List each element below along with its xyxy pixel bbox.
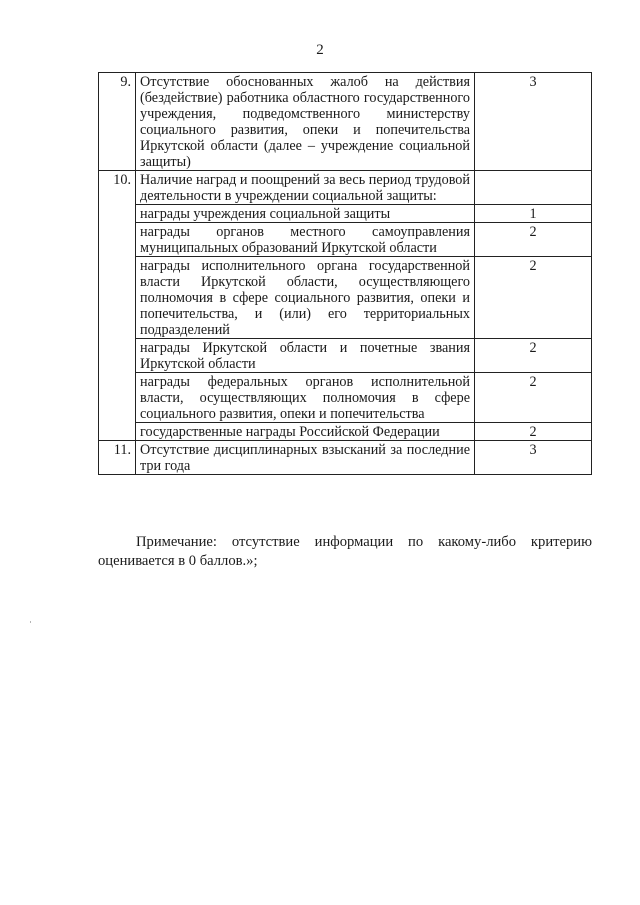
- note-line: оценивается в 0 баллов.»;: [98, 553, 258, 569]
- table-row: [99, 373, 592, 423]
- criterion-score: 3: [475, 73, 592, 171]
- criteria-table: [98, 72, 592, 475]
- table-row: [99, 257, 592, 339]
- criterion-description: награды органов местного самоуправления муниципальных образований Иркутской области: [136, 223, 475, 257]
- criterion-score: 1: [475, 205, 592, 223]
- criterion-description: награды исполнительного органа государственной власти Иркутской области, осуществляющего полномочия в сфере социального развития, опеки и попечительства, и (или) его территориальных подразделений: [136, 257, 475, 339]
- note-line: Примечание: отсутствие информации по какому-либо критерию: [136, 534, 592, 550]
- criterion-description: награды учреждения социальной защиты: [136, 205, 475, 223]
- row-number: [99, 373, 136, 423]
- table-row: [99, 73, 592, 171]
- criterion-description: Отсутствие обоснованных жалоб на действия (бездействие) работника областного государственного учреждения, подведомственного министерству социального развития, опеки и попечительства Иркутской области (далее – учреждение социальной защиты): [136, 73, 475, 171]
- table-row: [99, 339, 592, 373]
- criterion-score: 2: [475, 223, 592, 257]
- table-row: [99, 205, 592, 223]
- note-paragraph: [98, 533, 592, 571]
- criterion-description: государственные награды Российской Федерации: [136, 423, 475, 441]
- table-row: [99, 441, 592, 475]
- table-row: [99, 223, 592, 257]
- criterion-description: награды Иркутской области и почетные звания Иркутской области: [136, 339, 475, 373]
- row-number: [99, 205, 136, 223]
- row-number: [99, 257, 136, 339]
- margin-mark: [30, 621, 31, 623]
- criterion-score: 2: [475, 373, 592, 423]
- criterion-score: 2: [475, 339, 592, 373]
- criterion-score: 2: [475, 423, 592, 441]
- criterion-score: 3: [475, 441, 592, 475]
- row-number: 10.: [99, 171, 136, 205]
- table-row: [99, 171, 592, 205]
- row-number: [99, 223, 136, 257]
- table-row: [99, 423, 592, 441]
- row-number: [99, 339, 136, 373]
- criterion-description: Наличие наград и поощрений за весь период трудовой деятельности в учреждении социальной защиты:: [136, 171, 475, 205]
- criterion-description: награды федеральных органов исполнительной власти, осуществляющих полномочия в сфере социального развития, опеки и попечительства: [136, 373, 475, 423]
- criterion-score: 2: [475, 257, 592, 339]
- row-number: 9.: [99, 73, 136, 171]
- criterion-description: Отсутствие дисциплинарных взысканий за последние три года: [136, 441, 475, 475]
- page-number: 2: [316, 42, 324, 58]
- criterion-score: [475, 171, 592, 205]
- row-number: 11.: [99, 441, 136, 475]
- row-number: [99, 423, 136, 441]
